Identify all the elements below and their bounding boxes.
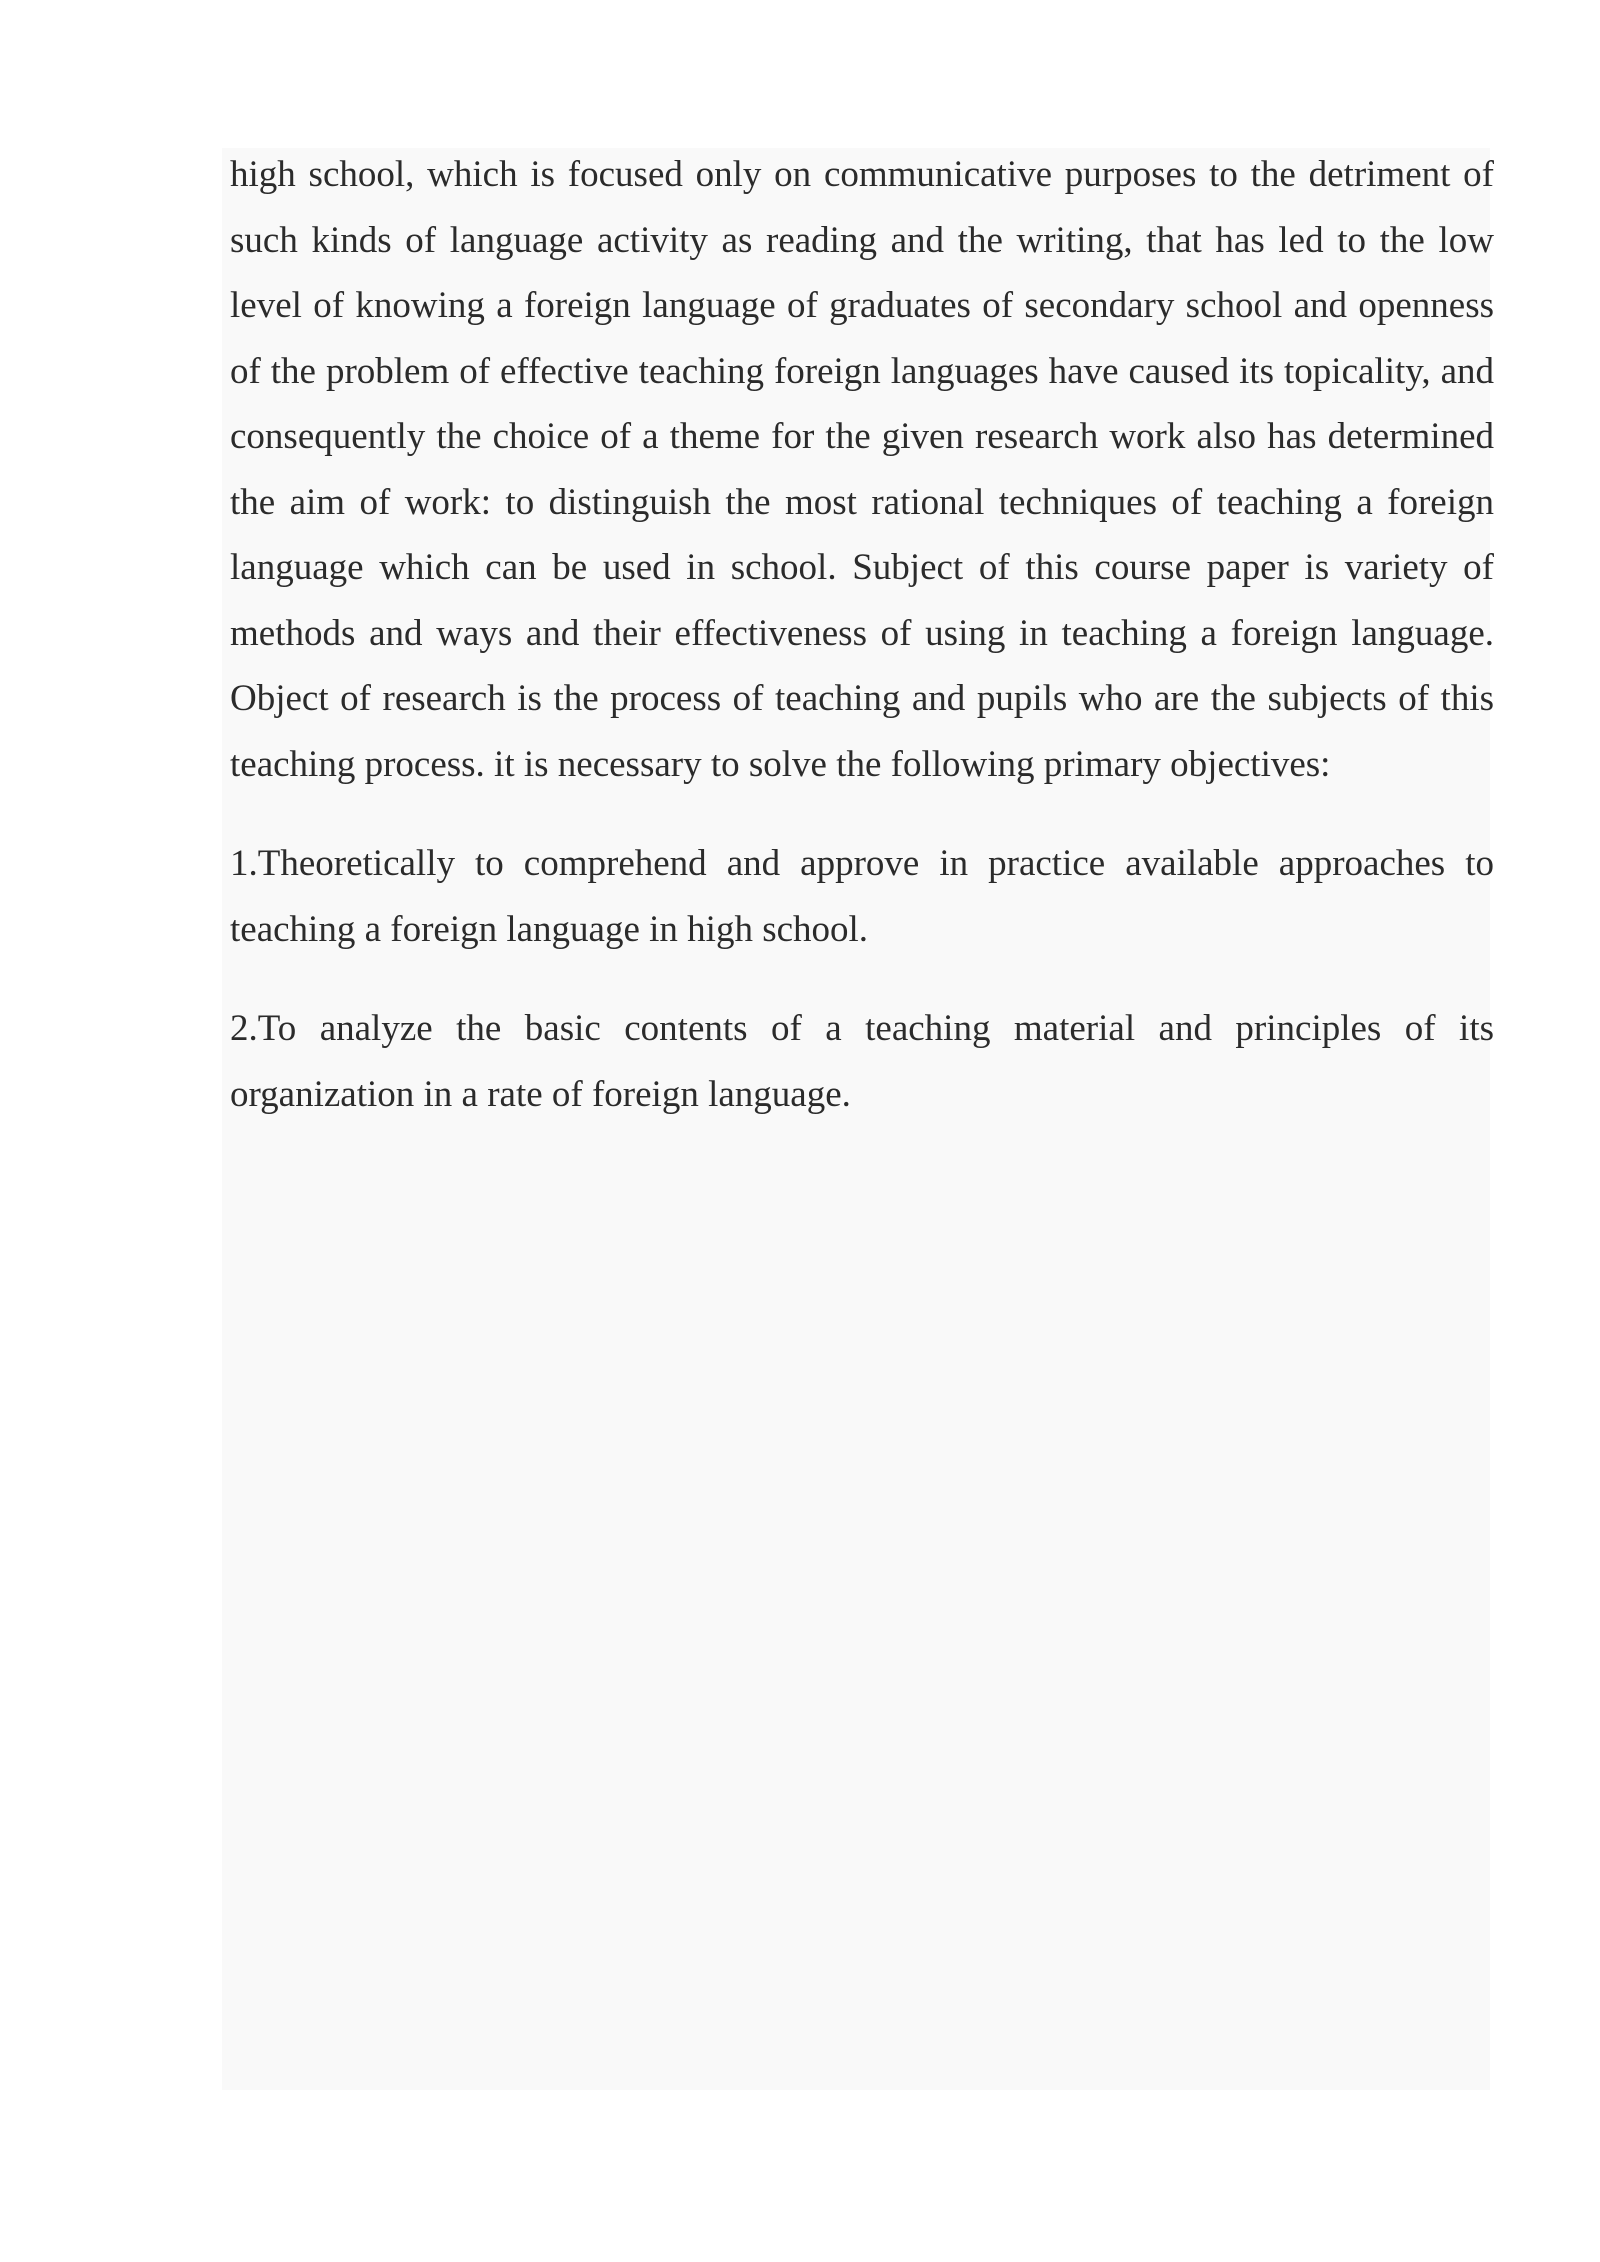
objective-item-2: 2.To analyze the basic contents of a teaching material and principles of its organization in a rate of foreign language. (230, 1008, 1494, 1115)
body-paragraph: high school, which is focused only on communicative purposes to the detriment of such kinds of language activity as reading and the writing, that has led to the low level of knowing a foreign language of graduates of secondary school and openness of the problem of effective teaching foreign languages have caused its topicality, and consequently the choice of a theme for the given research work also has determined the aim of work: to distinguish the most rational techniques of teaching a foreign language which can be used in school. Subject of this course paper is variety of methods and ways and their effectiveness of using in teaching a foreign language. Object of research is the process of teaching and pupils who are the subjects of this teaching process. it is necessary to solve the following primary objectives: (230, 154, 1494, 785)
document-body (230, 142, 1494, 1127)
objective-item-1: 1.Theoretically to comprehend and approve in practice available approaches to teaching a foreign language in high school. (230, 843, 1494, 950)
